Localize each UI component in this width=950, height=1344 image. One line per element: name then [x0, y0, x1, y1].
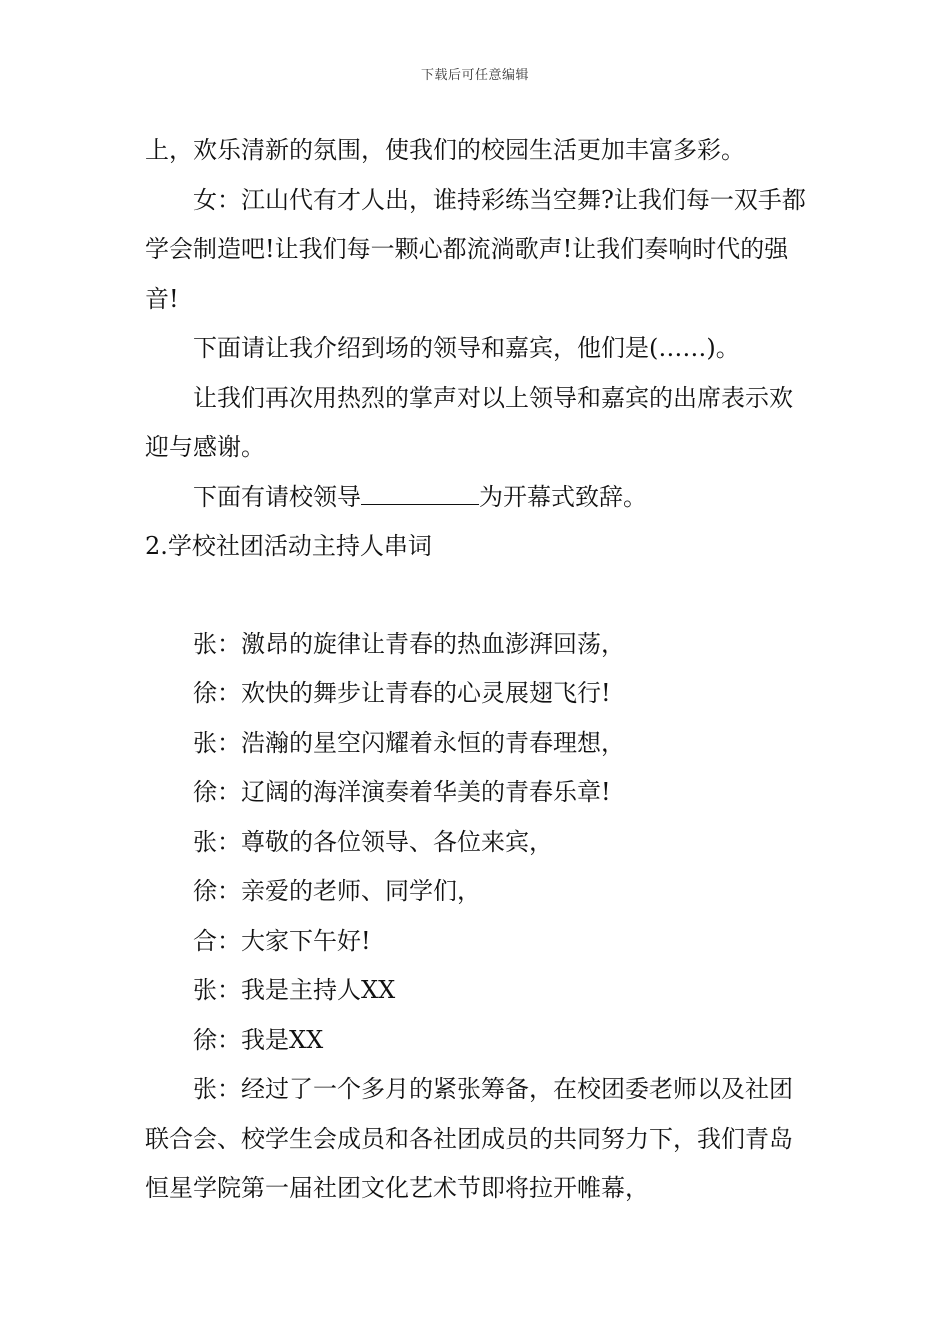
- paragraph-female-host: 女：江山代有才人出，谁持彩练当空舞?让我们每一双手都学会制造吧!让我们每一颗心都流淌歌声!让我们奏响时代的强音!: [145, 185, 806, 313]
- dialogue-line: 张：浩瀚的星空闪耀着永恒的青春理想，: [193, 728, 625, 757]
- leader-speech-suffix: 为开幕式致辞。: [479, 482, 647, 511]
- dialogue-line: 合：大家下午好!: [193, 926, 371, 955]
- paragraph-applause: 让我们再次用热烈的掌声对以上领导和嘉宾的出席表示欢迎与感谢。: [145, 383, 793, 461]
- dialogue-line: 徐：欢快的舞步让青春的心灵展翅飞行!: [193, 679, 611, 707]
- document-body: [145, 126, 813, 1214]
- paragraph-continuation: 上，欢乐清新的氛围，使我们的校园生活更加丰富多彩。: [145, 136, 745, 164]
- section-heading: 2.学校社团活动主持人串词: [145, 532, 432, 560]
- dialogue-line: 徐：亲爱的老师、同学们，: [193, 877, 481, 905]
- paragraph-introduce-guests: 下面请让我介绍到场的领导和嘉宾，他们是(……)。: [193, 334, 740, 362]
- leader-speech-prefix: 下面有请校领导: [193, 482, 361, 511]
- fill-in-blank: [361, 482, 479, 505]
- section-spacer: [145, 572, 813, 620]
- dialogue-line: 张：激昂的旋律让青春的热血澎湃回荡，: [193, 629, 625, 658]
- dialogue-line: 徐：辽阔的海洋演奏着华美的青春乐章!: [193, 778, 611, 806]
- dialogue-paragraph: 张：经过了一个多月的紧张筹备，在校团委老师以及社团联合会、校学生会成员和各社团成员的共同努力下，我们青岛恒星学院第一届社团文化艺术节即将拉开帷幕，: [145, 1075, 793, 1202]
- dialogue-line: 张：我是主持人XX: [193, 976, 396, 1004]
- page-header-note: 下载后可任意编辑: [420, 68, 529, 83]
- dialogue-line: 张：尊敬的各位领导、各位来宾，: [193, 827, 553, 856]
- paragraph-leader-speech: [145, 473, 813, 523]
- dialogue-line: 徐：我是XX: [193, 1025, 324, 1054]
